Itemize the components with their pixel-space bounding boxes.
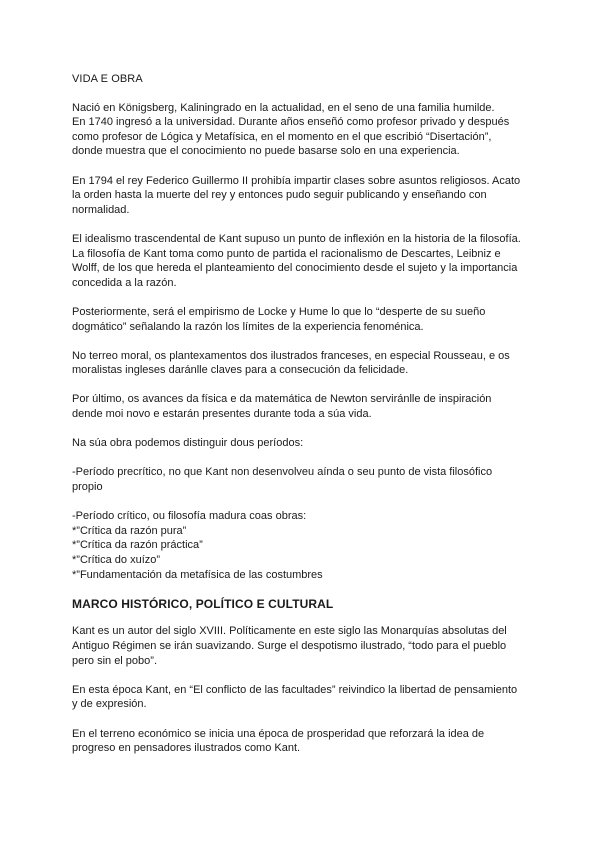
paragraph-terreo-moral xyxy=(72,349,532,378)
text-line: Por último, os avances da física e da matemática de Newton serviránlle de inspiración xyxy=(72,393,492,406)
text-line: En el terreno económico se inicia una época de prosperidad que reforzará la idea de xyxy=(72,727,485,740)
text-line: Antiguo Régimen se irán suavizando. Surge el despotismo ilustrado, “todo para el pueblo xyxy=(72,639,507,652)
text-line: La filosofía de Kant toma como punto de partida el racionalismo de Descartes, Leibniz e xyxy=(72,247,501,260)
text-line: y de expresión. xyxy=(72,698,147,711)
text-line: concedida a la razón. xyxy=(72,276,177,289)
text-line: normalidad. xyxy=(72,203,130,216)
paragraph-terreno-economico xyxy=(72,727,532,756)
section-heading-marco-historico: MARCO HISTÓRICO, POLÍTICO E CULTURAL xyxy=(72,596,334,611)
paragraph-newton xyxy=(72,392,532,421)
text-line: Posteriormente, será el empirismo de Locke y Hume lo que lo “desperte de su sueño xyxy=(72,305,486,318)
list-item: *”Crítica da razón práctica” xyxy=(72,539,203,552)
text-line: pero sin el pobo”. xyxy=(72,654,157,667)
paragraph-critico xyxy=(72,509,532,582)
paragraph-siglo-xviii xyxy=(72,624,532,668)
text-line: Nació en Königsberg, Kaliningrado en la actualidad, en el seno de una familia humilde. xyxy=(72,101,495,114)
text-line: la orden hasta la muerte del rey y entonces pudo seguir publicando y enseñando con xyxy=(72,189,487,202)
text-line: donde muestra que el conocimiento no puede basarse solo en una experiencia. xyxy=(72,145,460,158)
section-title-vida-e-obra: VIDA E OBRA xyxy=(72,73,143,85)
text-line: dende moi novo e estarán presentes durante toda a súa vida. xyxy=(72,408,372,421)
paragraph-conflicto-facultades xyxy=(72,683,532,712)
text-line: propio xyxy=(72,481,103,494)
text-line: En 1794 el rey Federico Guillermo II prohibía impartir clases sobre asuntos religiosos. Acato xyxy=(72,174,521,187)
list-item: *”Crítica da razón pura” xyxy=(72,524,187,537)
text-line: -Período precrítico, no que Kant non desenvolveu aínda o seu punto de vista filosófico xyxy=(72,466,493,479)
paragraph-periodos xyxy=(72,436,532,451)
paragraph-empirismo xyxy=(72,305,532,334)
text-line: Na súa obra podemos distinguir dous períodos: xyxy=(72,437,304,450)
works-list xyxy=(72,524,532,582)
text-line: Kant es un autor del siglo XVIII. Políticamente en este siglo las Monarquías absolutas del xyxy=(72,625,507,638)
text-line: El idealismo trascendental de Kant supuso un punto de inflexión en la historia de la filosofía. xyxy=(72,232,521,245)
paragraph-precritico xyxy=(72,465,532,494)
paragraph-biography xyxy=(72,101,532,159)
text-line: dogmático” señalando la razón los límites de la experiencia fenoménica. xyxy=(72,320,424,333)
text-line: -Período crítico, ou filosofía madura coas obras: xyxy=(72,510,307,523)
text-line: progreso en pensadores ilustrados como Kant. xyxy=(72,742,301,755)
paragraph-federico-guillermo xyxy=(72,174,532,218)
list-item: *”Crítica do xuízo” xyxy=(72,554,161,566)
text-line: En esta época Kant, en “El conflicto de las facultades” reivindico la libertad de pensamiento xyxy=(72,683,518,696)
document-body xyxy=(72,72,532,770)
text-line: moralistas ingleses daránlle claves para a consecución da felicidade. xyxy=(72,364,409,377)
text-line: No terreo moral, os plantexamentos dos ilustrados franceses, en especial Rousseau, e os xyxy=(72,349,510,362)
text-line: Wolff, de los que hereda el planteamiento del conocimiento desde el sujeto y la importancia xyxy=(72,262,518,275)
text-line: En 1740 ingresó a la universidad. Durante años enseñó como profesor privado y después xyxy=(72,116,510,129)
paragraph-idealismo xyxy=(72,232,532,290)
text-line: como profesor de Lógica y Metafísica, en el momento en el que escribió “Disertación”, xyxy=(72,130,492,143)
list-item: *”Fundamentación da metafísica de las costumbres xyxy=(72,568,323,581)
